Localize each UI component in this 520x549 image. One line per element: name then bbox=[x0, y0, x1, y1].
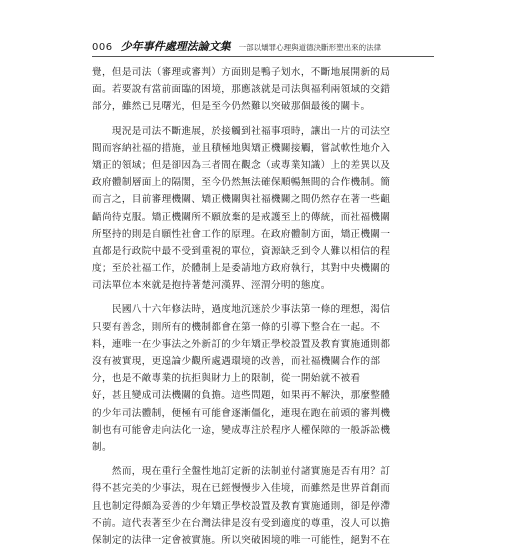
page-number: 006 bbox=[92, 42, 113, 53]
text-line: 所堅持的則是自願性社會工作的原理。在政府體制方面，矯正機關一 bbox=[92, 228, 391, 240]
paragraph bbox=[92, 301, 438, 456]
text-line: 且也制定得頗為妥善的少年矯正學校設置及教育實施通則，卻是停滯 bbox=[92, 500, 391, 512]
paragraph-gap bbox=[92, 116, 438, 123]
text-line: 齬尚待克服。矯正機關所不願放棄的是戒護至上的傳統，而社福機關 bbox=[92, 211, 391, 223]
paragraph-gap bbox=[92, 456, 438, 463]
text-line: 部分，雖然已見曙光，但是至今仍然難以突破那個最後的關卡。 bbox=[92, 101, 371, 113]
text-line: 不前。這代表著至少在台灣法律是沒有受到適度的尊重，沒人可以擔 bbox=[92, 517, 391, 529]
running-header bbox=[92, 38, 432, 54]
text-line: 直都是行政院中最不受到重視的單位，資源缺乏到令人難以相信的程 bbox=[92, 245, 391, 257]
text-line: 得不甚完美的少事法，現在已經慢慢步入佳境，而雖然是世界首創而 bbox=[92, 483, 391, 495]
text-line: 制也有可能會走向法化一途，變成專注於程序人權保障的一般訴訟機 bbox=[92, 424, 391, 436]
text-line: 間而容納社福的措施，並且積極地與矯正機關接觸，嘗試軟性地介入 bbox=[92, 142, 391, 154]
header-rule bbox=[92, 56, 434, 57]
text-line: 面。若要說有當前面臨的困境，那應該就是司法與福利兩領域的交錯 bbox=[92, 84, 391, 96]
text-line: 政府體制層面上的隔閡，至今仍然無法確保順暢無間的合作機制。簡 bbox=[92, 177, 391, 189]
text-line: 沒有被實現，更遑論少觀所處遇環境的改善，而社福機關合作的部 bbox=[92, 356, 381, 367]
text-line: 矯正的領域；但是卻因為三者間在觀念（或專業知識）上的差異以及 bbox=[92, 159, 391, 171]
text-line: 民國八十六年修法時，過度地沉迷於少事法第一條的理想，渴信 bbox=[92, 304, 391, 316]
paragraph bbox=[92, 123, 438, 295]
text-line: 分，也是不敵專業的抗拒與財力上的限制，從一開始就不被看 bbox=[92, 373, 361, 385]
text-line: 度；至於社福工作，於體制上是委請地方政府執行，其對中央機關的 bbox=[92, 263, 391, 275]
paragraph-gap bbox=[92, 294, 438, 301]
text-line: 制。 bbox=[92, 441, 112, 453]
text-line: 而言之，目前審理機關、矯正機關與社福機關之間仍然存在著一些齟 bbox=[92, 194, 391, 206]
text-line: 好，甚且變成司法機關的負擔。這些問題，如果再不解決，那麼整體 bbox=[92, 390, 391, 402]
paragraph bbox=[92, 463, 438, 549]
text-line: 料，連唯一在少事法之外新訂的少年矯正學校設置及教育實施通則都 bbox=[92, 338, 391, 350]
paragraph bbox=[92, 64, 438, 116]
text-line: 現況是司法不斷進展，於接觸到社福事項時，讓出一片的司法空 bbox=[92, 125, 391, 137]
text-line: 只要有善念，則所有的機制都會在第一條的引導下整合在一起。不 bbox=[92, 321, 381, 333]
text-line: 然而，現在重行全盤性地訂定新的法制並付諸實施是否有用？訂 bbox=[92, 466, 391, 478]
text-line: 保制定的法律一定會被實施。所以突破困境的唯一可能性，絕對不在 bbox=[92, 534, 391, 546]
book-title: 少年事件處理法論文集 bbox=[120, 40, 231, 53]
text-line: 的少年司法體制，便極有可能會逐漸僵化，連現在跑在前頭的審判機 bbox=[92, 407, 391, 419]
body-text bbox=[92, 64, 438, 549]
chapter-title: 一部以矯罪心理與道德決斷形塑出來的法律 bbox=[238, 43, 382, 52]
text-line: 覺，但是司法（審理或審判）方面則是鴨子划水，不斷地展開新的局 bbox=[92, 67, 391, 78]
text-line: 司法單位本來就是抱持著楚河漢界、涇渭分明的態度。 bbox=[92, 280, 331, 292]
